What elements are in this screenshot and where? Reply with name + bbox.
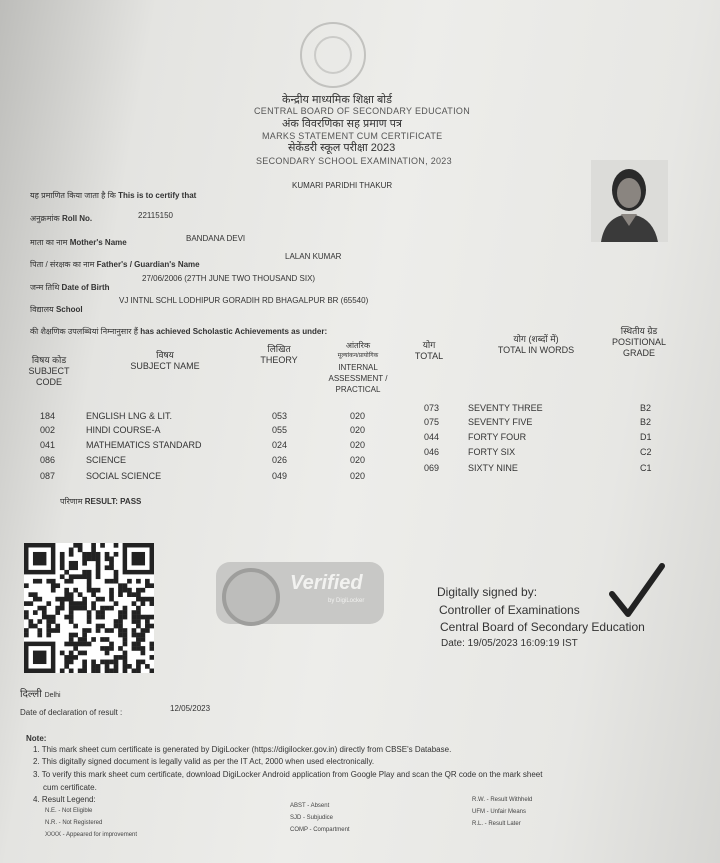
legend-item: N.E. - Not Eligible — [45, 808, 93, 814]
board-name-hindi: केन्द्रीय माध्यमिक शिक्षा बोर्ड — [282, 94, 392, 106]
header-total-in-words: योग (शब्दों में) TOTAL IN WORDS — [497, 334, 575, 355]
table-cell-subject-code: 184 — [40, 411, 56, 421]
dob-label: जन्म तिथि Date of Birth — [30, 283, 110, 292]
note-item-2: 2. This digitally signed document is legally valid as per the IT Act, 2000 when used electronically. — [33, 757, 375, 766]
qr-code-icon — [24, 543, 154, 673]
student-name: KUMARI PARIDHI THAKUR — [292, 181, 393, 190]
signature-line-2: Controller of Examinations — [439, 603, 580, 617]
roll-number: 22115150 — [138, 211, 173, 220]
table-cell-internal-marks: 020 — [350, 440, 366, 450]
table-cell-subject-name: SCIENCE — [86, 455, 127, 465]
father-name: LALAN KUMAR — [285, 252, 342, 261]
cert-title: MARKS STATEMENT CUM CERTIFICATE — [262, 131, 443, 141]
school-name: VJ INTNL SCHL LODHIPUR GORADIH RD BHAGALPUR BR (65540) — [119, 296, 369, 305]
table-cell-total-marks: 069 — [424, 463, 440, 473]
table-cell-subject-code: 002 — [40, 425, 56, 435]
signature-line-3: Central Board of Secondary Education — [440, 620, 645, 634]
table-cell-theory-marks: 053 — [272, 411, 288, 421]
table-cell-subject-name: ENGLISH LNG & LIT. — [86, 411, 173, 421]
signature-date: Date: 19/05/2023 16:09:19 IST — [441, 638, 578, 649]
notes-title: Note: — [26, 734, 47, 743]
verified-badge — [216, 562, 384, 624]
table-cell-theory-marks: 055 — [272, 425, 288, 435]
table-cell-total-marks: 044 — [424, 432, 440, 442]
legend-item: ABST - Absent — [290, 803, 330, 809]
table-cell-total-in-words: FORTY FOUR — [468, 432, 527, 442]
result-label: परिणाम RESULT: PASS — [60, 497, 142, 506]
legend-item: SJD - Subjudice — [290, 815, 334, 821]
checkmark-icon — [606, 562, 666, 622]
legend-item: UFM - Unfair Means — [472, 809, 527, 815]
table-cell-total-marks: 073 — [424, 403, 440, 413]
note-item-3: 3. To verify this mark sheet cum certificate, download DigiLocker Android application from Google Play and scan the QR code on the mark sheet — [33, 770, 543, 779]
table-cell-total-in-words: FORTY SIX — [468, 447, 516, 457]
legend-item: COMP - Compartment — [290, 827, 350, 833]
verified-sub-label: by DigiLocker — [328, 598, 365, 604]
table-cell-total-marks: 046 — [424, 447, 440, 457]
mother-label: माता का नाम Mother's Name — [30, 238, 127, 247]
header-total: योग TOTAL — [414, 340, 444, 361]
note-item-4: 4. Result Legend: — [33, 795, 96, 804]
table-cell-total-in-words: SEVENTY THREE — [468, 403, 543, 413]
legend-item: N.R. - Not Registered — [45, 820, 103, 826]
header-internal-assessment: आंतरिक मूल्यांकन/प्रायोगिक INTERNAL ASSESSMENT / PRACTICAL — [328, 341, 388, 394]
table-cell-subject-name: SOCIAL SCIENCE — [86, 471, 162, 481]
table-cell-subject-name: MATHEMATICS STANDARD — [86, 440, 202, 450]
declaration-date: 12/05/2023 — [170, 704, 211, 713]
certify-label: यह प्रमाणित किया जाता है कि This is to certify that — [30, 191, 197, 200]
father-label: पिता / संरक्षक का नाम Father's / Guardian's Name — [30, 260, 200, 269]
table-cell-positional-grade: C2 — [640, 447, 652, 457]
table-cell-positional-grade: C1 — [640, 463, 652, 473]
table-cell-internal-marks: 020 — [350, 455, 366, 465]
cert-title-hindi: अंक विवरणिका सह प्रमाण पत्र — [282, 118, 402, 130]
school-label: विद्यालय School — [30, 305, 83, 314]
header-positional-grade: स्थितीय ग्रेड POSITIONAL GRADE — [611, 326, 666, 358]
table-cell-theory-marks: 026 — [272, 455, 288, 465]
table-cell-internal-marks: 020 — [350, 471, 366, 481]
cbse-emblem-icon — [300, 22, 366, 88]
legend-item: R.W. - Result Withheld — [472, 797, 533, 803]
place-label: दिल्ली Delhi — [20, 689, 61, 700]
table-cell-subject-code: 086 — [40, 455, 56, 465]
header-subject-code: विषय कोड SUBJECT CODE — [28, 355, 70, 387]
table-cell-positional-grade: B2 — [640, 403, 652, 413]
table-cell-theory-marks: 049 — [272, 471, 288, 481]
table-cell-total-in-words: SIXTY NINE — [468, 463, 518, 473]
board-name: CENTRAL BOARD OF SECONDARY EDUCATION — [254, 106, 470, 116]
exam-title: SECONDARY SCHOOL EXAMINATION, 2023 — [256, 156, 452, 166]
header-theory: लिखित THEORY — [260, 344, 298, 365]
legend-item: XXXX - Appeared for improvement — [45, 832, 138, 838]
date-of-birth: 27/06/2006 (27TH JUNE TWO THOUSAND SIX) — [142, 274, 316, 283]
roll-label: अनुक्रमांक Roll No. — [30, 214, 93, 223]
student-photo — [591, 160, 668, 242]
table-cell-theory-marks: 024 — [272, 440, 288, 450]
table-cell-total-marks: 075 — [424, 417, 440, 427]
table-cell-positional-grade: D1 — [640, 432, 652, 442]
note-item-1: 1. This mark sheet cum certificate is generated by DigiLocker (https://digilocker.gov.in) directly from CBSE's Database. — [33, 745, 452, 754]
header-subject-name: विषय SUBJECT NAME — [130, 350, 200, 371]
mother-name: BANDANA DEVI — [186, 234, 246, 243]
verified-label: Verified — [290, 572, 363, 594]
digilocker-document-icon — [222, 568, 280, 626]
note-item-3-cont: cum certificate. — [43, 783, 97, 792]
table-cell-subject-name: HINDI COURSE-A — [86, 425, 161, 435]
table-cell-positional-grade: B2 — [640, 417, 652, 427]
table-cell-internal-marks: 020 — [350, 425, 366, 435]
table-cell-subject-code: 087 — [40, 471, 56, 481]
table-cell-internal-marks: 020 — [350, 411, 366, 421]
signature-line-1: Digitally signed by: — [437, 585, 538, 599]
table-cell-total-in-words: SEVENTY FIVE — [468, 417, 533, 427]
declaration-label: Date of declaration of result : — [20, 708, 123, 717]
achievement-label: की शैक्षणिक उपलब्धियां निम्नानुसार हैं has achieved Scholastic Achievements as under: — [30, 327, 328, 336]
legend-item: R.L. - Result Later — [472, 821, 521, 827]
table-cell-subject-code: 041 — [40, 440, 56, 450]
exam-title-hindi: सेकेंडरी स्कूल परीक्षा 2023 — [288, 142, 396, 154]
